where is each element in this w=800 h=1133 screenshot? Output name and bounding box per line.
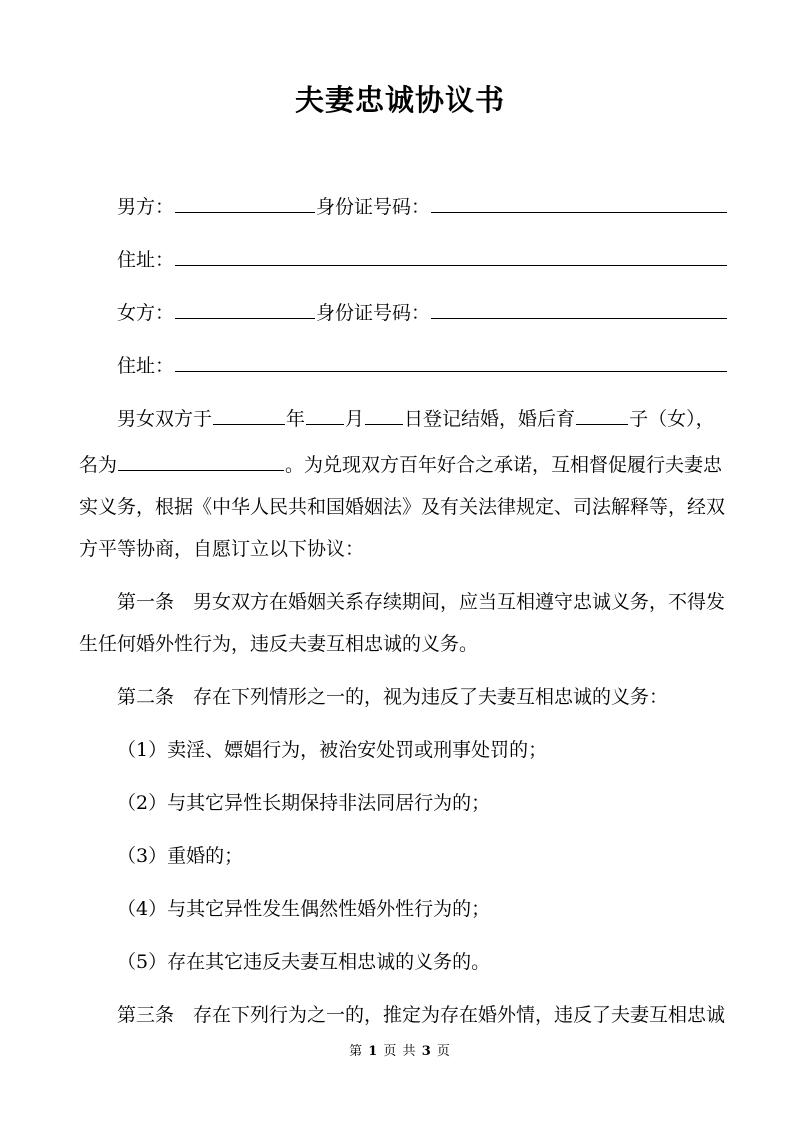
article-2-item-5: （5）存在其它违反夫妻互相忠诚的义务的。 [117,951,491,973]
document-title: 夫妻忠诚协议书 [294,83,505,117]
month-label: 月 [345,408,365,430]
address-label-male: 住址： [117,249,175,271]
intro-text: 子（女）， [629,408,715,430]
intro-text: 名为 [79,454,118,476]
article-2-heading: 第二条 存在下列情形之一的，视为违反了夫妻互相忠诚的义务： [117,686,669,708]
female-address-blank[interactable] [175,353,727,372]
article-1-line-1: 第一条 男女双方在婚姻关系存续期间，应当互相遵守忠诚义务，不得发 [117,591,726,613]
article-1-line-2: 生任何婚外性行为，违反夫妻互相忠诚的义务。 [79,633,479,655]
article-2-item-2: （2）与其它异性长期保持非法同居行为的； [117,792,491,814]
footer-text: 页 [436,1044,451,1059]
intro-text: 。为兑现双方百年好合之承诺，互相督促履行夫妻忠 [285,454,723,476]
male-address-blank[interactable] [175,247,727,266]
male-name-blank[interactable] [175,194,315,213]
female-name-blank[interactable] [175,300,315,319]
year-blank[interactable] [213,406,285,425]
article-3-line-1: 第三条 存在下列行为之一的，推定为存在婚外情，违反了夫妻互相忠诚 [117,1004,726,1026]
id-label-female: 身份证号码： [316,302,431,324]
intro-text: 日登记结婚，婚后育 [404,408,576,430]
child-name-blank[interactable] [118,452,284,471]
day-blank[interactable] [365,406,403,425]
male-info-line [117,194,728,220]
year-label: 年 [286,408,306,430]
intro-line-1 [117,406,725,432]
male-address-line [117,247,728,273]
intro-line-3: 实义务，根据《中华人民共和国婚姻法》及有关法律规定、司法解释等，经双 [79,496,726,518]
total-page-number: 3 [421,1044,432,1059]
page-footer [0,1040,800,1059]
intro-text: 男女双方于 [117,408,213,430]
article-2-item-4: （4）与其它异性发生偶然性婚外性行为的； [117,898,491,920]
article-2-item-1: （1）卖淫、嫖娼行为，被治安处罚或刑事处罚的； [117,739,548,761]
male-id-blank[interactable] [431,194,727,213]
female-label: 女方： [117,302,175,324]
male-label: 男方： [117,196,175,218]
month-blank[interactable] [306,406,344,425]
footer-text: 页 共 [383,1044,417,1059]
intro-line-2 [79,452,725,478]
children-count-blank[interactable] [576,406,628,425]
female-id-blank[interactable] [431,300,727,319]
article-2-item-3: （3）重婚的； [117,845,244,867]
intro-line-4: 方平等协商，自愿订立以下协议： [79,538,365,560]
female-address-line [117,353,728,379]
address-label-female: 住址： [117,355,175,377]
id-label-male: 身份证号码： [316,196,431,218]
current-page-number: 1 [368,1044,379,1059]
female-info-line [117,300,728,326]
footer-text: 第 [349,1044,364,1059]
